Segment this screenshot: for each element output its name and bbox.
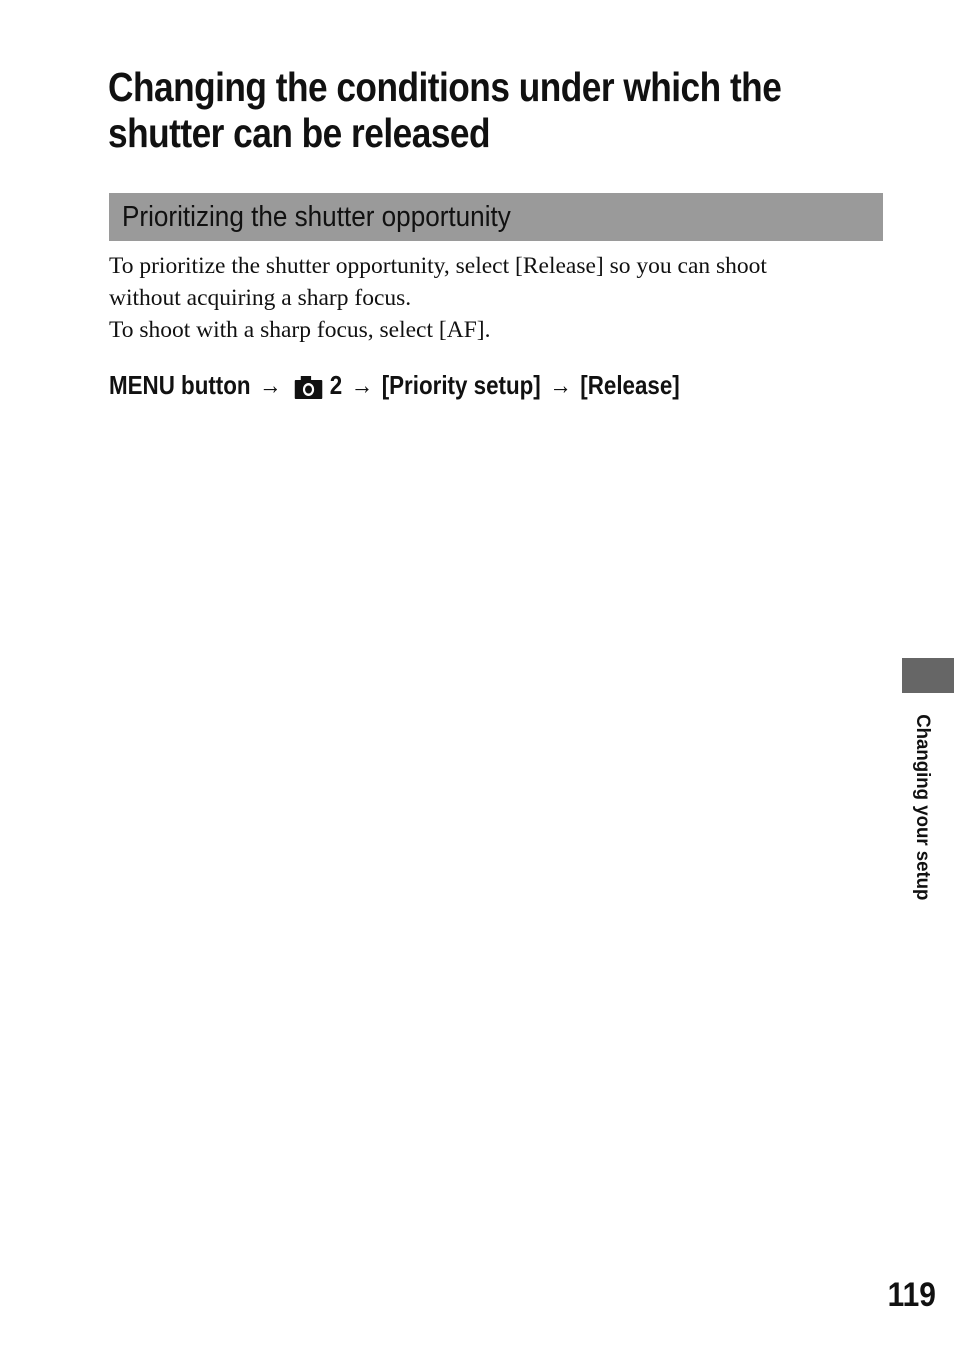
right-arrow-icon: → [350,370,374,400]
page-number: 119 [887,1276,936,1314]
menu-step-release: [Release] [580,370,680,400]
page-title-line-1: Changing the conditions under which the [108,64,782,110]
body-line-2: without acquiring a sharp focus. [109,285,412,311]
camera-icon [294,374,323,400]
section-heading-bar [109,193,883,241]
side-tab-label: Changing your setup [912,714,933,901]
menu-path [109,368,680,402]
section-heading: Prioritizing the shutter opportunity [122,201,511,233]
menu-step-priority-setup: [Priority setup] [381,370,541,400]
body-line-1: To prioritize the shutter opportunity, select [Release] so you can shoot [109,253,767,279]
body-line-3: To shoot with a sharp focus, select [AF]. [109,317,491,343]
page-title [108,64,787,156]
body-text [109,250,869,346]
menu-step-page: 2 [329,370,343,400]
page-title-line-2: shutter can be released [108,110,491,156]
menu-step-menu-button: MENU button [109,370,251,400]
side-tab-marker [902,658,954,693]
right-arrow-icon: → [549,370,572,400]
right-arrow-icon: → [259,370,282,400]
